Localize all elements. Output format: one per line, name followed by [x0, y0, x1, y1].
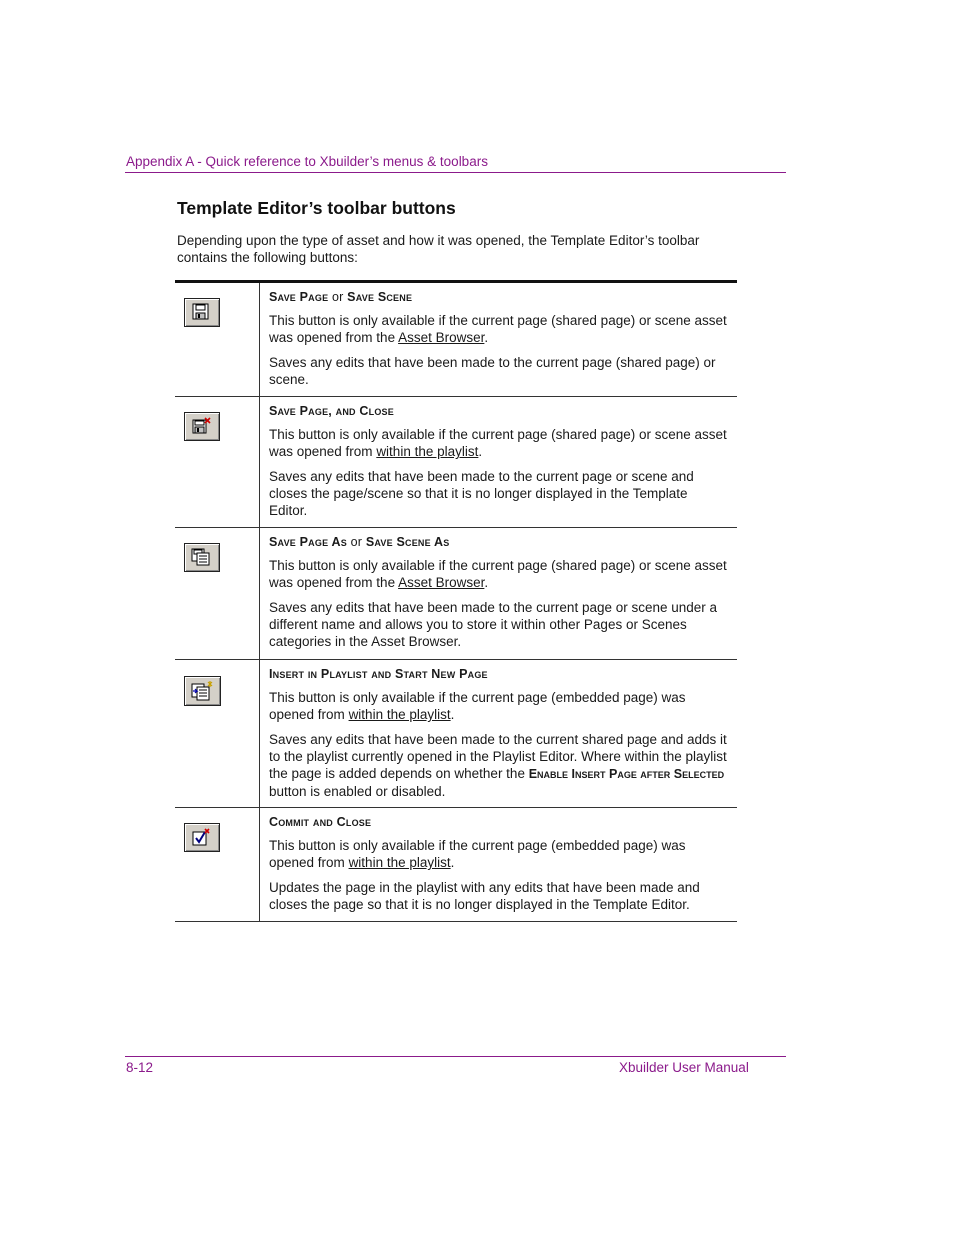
manual-title: Xbuilder User Manual: [619, 1060, 749, 1075]
insert-in-playlist-icon: [184, 676, 221, 706]
within-playlist-link[interactable]: within the playlist: [348, 855, 451, 870]
toolbar-buttons-table: [175, 280, 737, 922]
save-as-icon: [184, 543, 220, 572]
button-description: Saves any edits that have been made to the current page or scene under a different name and allows you to store it within other Pages or Scenes categories in the Asset Browser.: [269, 600, 718, 649]
description-cell: [260, 397, 737, 527]
button-description: Updates the page in the playlist with any edits that have been made and closes the page so that it is no longer displayed in the Template Editor.: [269, 880, 700, 912]
commit-and-close-icon: [184, 823, 220, 852]
icon-cell: [175, 397, 260, 527]
button-name: Commit and Close: [269, 815, 372, 829]
table-row-insert-in-playlist: [175, 660, 737, 808]
description-cell: [260, 660, 737, 807]
table-row-save-and-close: [175, 397, 737, 528]
table-row-commit-and-close: [175, 808, 737, 922]
icon-cell: [175, 283, 260, 396]
header-rule: [125, 172, 786, 173]
availability-note: This button is only available if the current page (embedded page) was opened from within the playlist.: [269, 838, 686, 870]
icon-cell: [175, 808, 260, 921]
description-cell: [260, 808, 737, 921]
enable-insert-page-button-name: Enable Insert Page after Selected: [528, 767, 725, 781]
availability-note: This button is only available if the current page (shared page) or scene asset was opened from the Asset Browser.: [269, 313, 727, 345]
save-icon: [184, 298, 220, 327]
footer-rule: [125, 1056, 786, 1057]
availability-note: This button is only available if the current page (shared page) or scene asset was opened from within the playlist.: [269, 427, 727, 459]
button-name: Save Page or Save Scene: [269, 290, 413, 304]
button-name: Save Page As or Save Scene As: [269, 535, 450, 549]
asset-browser-link[interactable]: Asset Browser: [398, 575, 485, 590]
running-header: Appendix A - Quick reference to Xbuilder’s menus & toolbars: [126, 154, 488, 169]
button-name: Insert in Playlist and Start New Page: [269, 667, 488, 681]
within-playlist-link[interactable]: within the playlist: [348, 707, 451, 722]
icon-cell: [175, 528, 260, 659]
table-row-save: [175, 283, 737, 397]
button-description: Saves any edits that have been made to the current shared page and adds it to the playlist currently opened in the Playlist Editor. Where within the playlist the page is added depends on whether the Enable Insert Page after Selected button is enabled or disabled.: [269, 732, 727, 799]
button-name: Save Page, and Close: [269, 404, 394, 418]
intro-paragraph: Depending upon the type of asset and how it was opened, the Template Editor’s toolbar contains the following buttons:: [177, 233, 700, 265]
description-cell: [260, 528, 737, 659]
section-title: Template Editor’s toolbar buttons: [177, 198, 456, 218]
save-and-close-icon: [184, 412, 220, 441]
availability-note: This button is only available if the current page (embedded page) was opened from within the playlist.: [269, 690, 686, 722]
availability-note: This button is only available if the current page (shared page) or scene asset was opened from the Asset Browser.: [269, 558, 727, 590]
button-description: Saves any edits that have been made to the current page or scene and closes the page/scene so that it is no longer displayed in the Template Editor.: [269, 469, 694, 518]
table-row-save-as: [175, 528, 737, 660]
page-number: 8-12: [126, 1060, 154, 1075]
within-playlist-link[interactable]: within the playlist: [376, 444, 479, 459]
description-cell: [260, 283, 737, 396]
button-description: Saves any edits that have been made to the current page (shared page) or scene.: [269, 355, 716, 387]
asset-browser-link[interactable]: Asset Browser: [398, 330, 485, 345]
icon-cell: [175, 660, 260, 807]
